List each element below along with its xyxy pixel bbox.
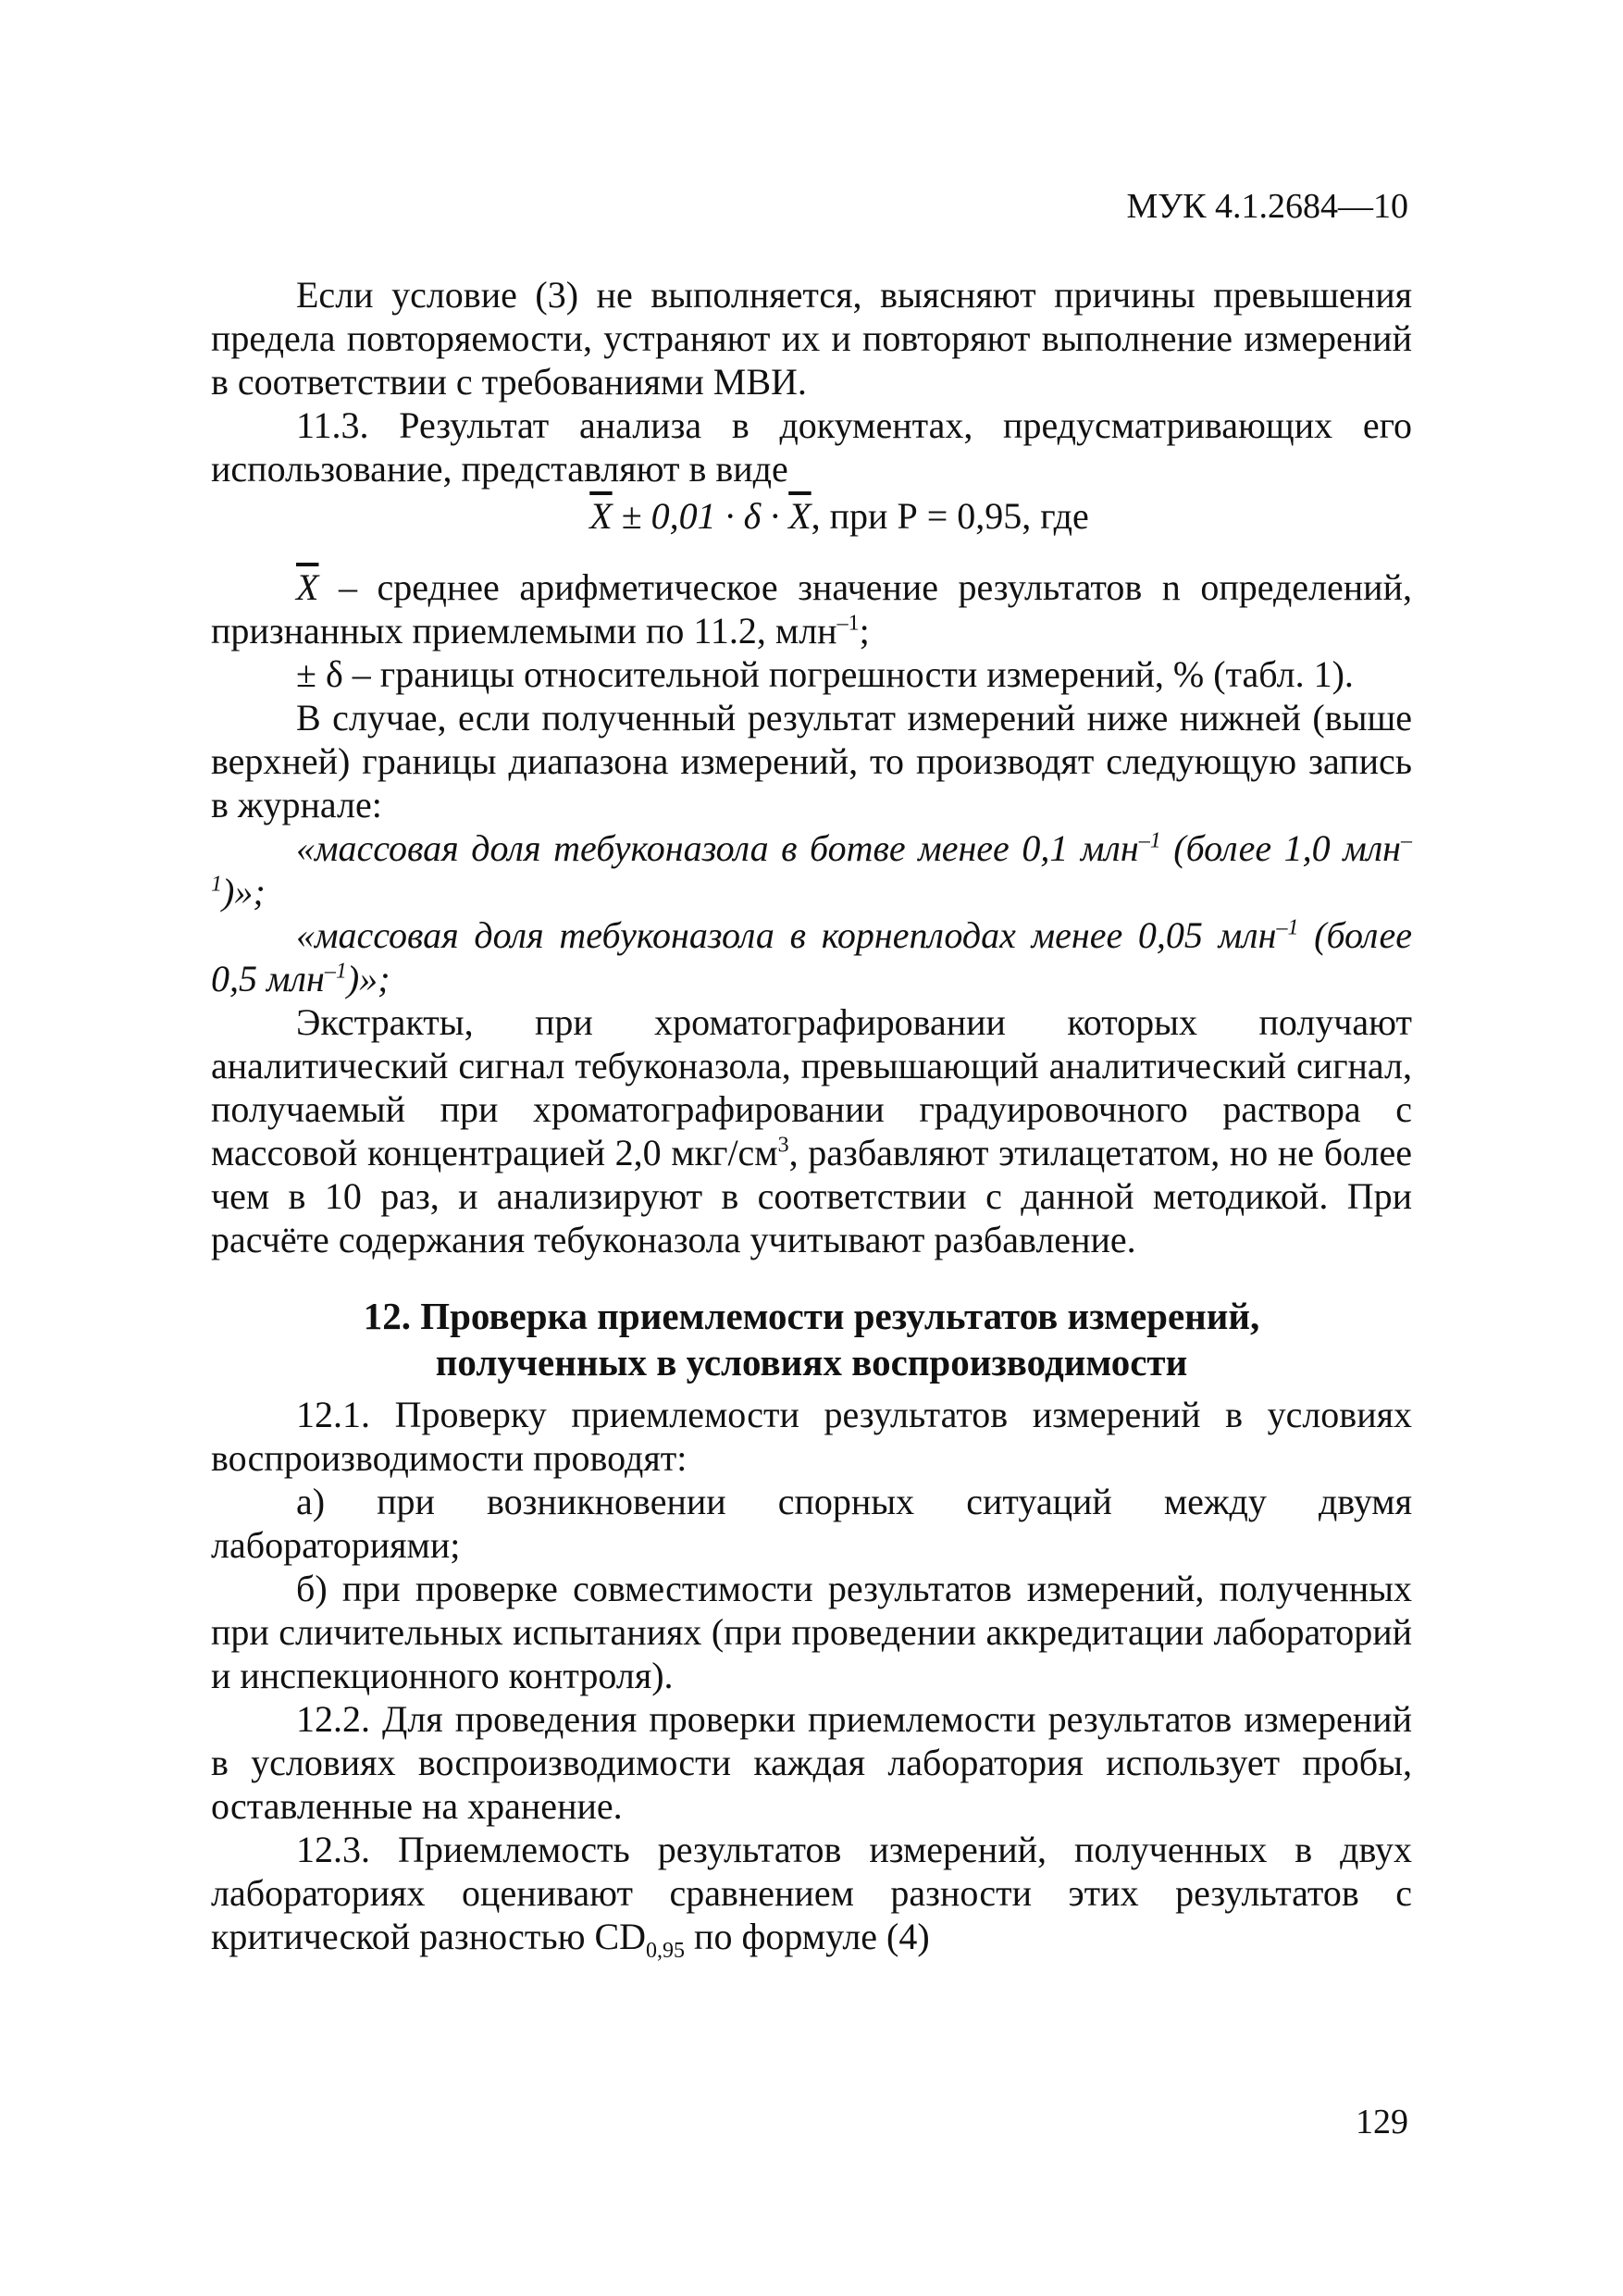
quote-tops-sup2: –1 [211, 828, 1413, 897]
quote-roots-c: )»; [346, 958, 390, 999]
quote-tops-sup1: –1 [1138, 828, 1161, 853]
quote-tops [211, 826, 1412, 913]
p12-3-b: по формуле (4) [685, 1916, 930, 1957]
p12-3-a: 12.3. Приемлемость результатов измерений, полученных в двух лабораториях оценивают сравнением разности этих результатов с критической разностью CD [211, 1829, 1412, 1957]
definition-delta: ± δ – границы относительной погрешности измерений, % (табл. 1). [296, 653, 1354, 695]
paragraph-condition: Если условие (3) не выполняется, выясняют причины превышения предела повторяемости, устраняют их и повторяют выполнение измерений в соответствии с требованиями МВИ. [211, 274, 1412, 403]
extracts-a: Экстракты, при хроматографировании которых получают аналитический сигнал тебуконазола, превышающий аналитический сигнал, получаемый при хроматографировании градуировочного раствора с массовой концентрацией 2,0 мкг/см [211, 1001, 1412, 1173]
definition-mean [211, 565, 1412, 652]
quote-tops-a: «массовая доля тебуконазола в ботве менее 0,1 млн [296, 827, 1139, 869]
paragraph-11-3: 11.3. Результат анализа в документах, предусматривающих его использование, представляют в виде [211, 404, 1412, 490]
extracts-sup: 3 [777, 1133, 789, 1158]
section-heading-line2: полученных в условиях воспроизводимости [435, 1341, 1188, 1384]
formula-mean: $\overline{X}$ [589, 495, 613, 537]
quote-roots-sup1: –1 [1276, 915, 1299, 940]
paragraph-12-3 [211, 1828, 1412, 1963]
p12-3-sub: 0,95 [646, 1939, 686, 1963]
page-number: 129 [1356, 2103, 1408, 2141]
quote-roots-a: «массовая доля тебуконазола в корнеплодах менее 0,05 млн [296, 914, 1277, 956]
formula-mean-2: $\overline{X}$ [788, 495, 812, 537]
quote-tops-c: )»; [222, 871, 266, 912]
result-formula [211, 494, 1412, 538]
quote-roots [211, 913, 1412, 1000]
paragraph-12-1: 12.1. Проверку приемлемости результатов измерений в условиях воспроизводимости проводят: [211, 1394, 1412, 1479]
document-code: МУК 4.1.2684—10 [1126, 187, 1408, 226]
quote-roots-b: (более 0,5 млн [211, 914, 1413, 999]
definition-symbol: $\overline{X}$ [296, 566, 319, 608]
list-item-b: б) при проверке совместимости результатов измерений, полученных при сличительных испытаниях (при проведении аккредитации лабораторий и инспекционного контроля). [211, 1568, 1412, 1696]
list-item-a: а) при возникновении спорных ситуаций между двумя лабораториями; [211, 1481, 1412, 1566]
paragraph-extracts [211, 1000, 1412, 1261]
definition-text: – среднее арифметическое значение результатов n определений, признанных приемлемыми по 11.2, млн [211, 566, 1412, 652]
section-heading-line1: 12. Проверка приемлемости результатов измерений, [363, 1295, 1260, 1337]
formula-condition: , при Р = 0,95, где [811, 495, 1089, 537]
quote-roots-sup2: –1 [324, 959, 347, 984]
extracts-b: , разбавляют этилацетатом, но не более чем в 10 раз, и анализируют в соответствии с данной методикой. При расчёте содержания тебуконазола учитывают разбавление. [211, 1132, 1412, 1260]
paragraph-range: В случае, если полученный результат измерений ниже нижней (выше верхней) границы диапазона измерений, то производят следующую запись в журнале: [211, 697, 1412, 825]
paragraph-12-2: 12.2. Для проведения проверки приемлемости результатов измерений в условиях воспроизводимости каждая лаборатория использует пробы, оставленные на хранение. [211, 1698, 1412, 1827]
definition-end: ; [859, 610, 870, 652]
quote-tops-b: (более 1,0 млн [1160, 827, 1402, 869]
section-heading-12 [211, 1293, 1412, 1385]
formula-expression: ± 0,01 · δ · [612, 495, 789, 537]
definition-sup: –1 [836, 611, 860, 636]
page-body [211, 273, 1413, 1963]
